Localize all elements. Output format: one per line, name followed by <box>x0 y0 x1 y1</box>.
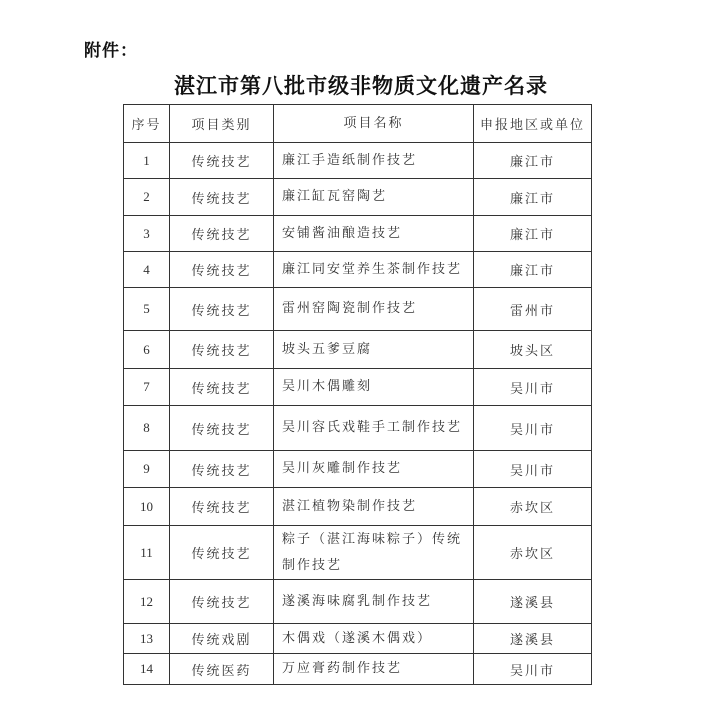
row-region: 遂溪县 <box>474 580 592 624</box>
row-name: 坡头五爹豆腐 <box>274 331 474 369</box>
row-region: 廉江市 <box>474 252 592 288</box>
table-row <box>124 526 592 580</box>
row-category: 传统技艺 <box>170 216 274 252</box>
table-row <box>124 369 592 406</box>
row-name: 粽子（湛江海味粽子）传统制作技艺 <box>274 526 474 580</box>
row-no: 2 <box>124 179 170 216</box>
table-header-row <box>124 105 592 143</box>
row-name: 廉江同安堂养生茶制作技艺 <box>274 252 474 288</box>
row-no: 7 <box>124 369 170 406</box>
row-no: 5 <box>124 288 170 331</box>
row-no: 13 <box>124 624 170 654</box>
row-no: 6 <box>124 331 170 369</box>
row-region: 赤坎区 <box>474 526 592 580</box>
row-no: 8 <box>124 406 170 451</box>
table-row <box>124 143 592 179</box>
row-region: 遂溪县 <box>474 624 592 654</box>
row-no: 4 <box>124 252 170 288</box>
row-no: 14 <box>124 654 170 685</box>
table-row <box>124 406 592 451</box>
header-region: 申报地区或单位 <box>474 105 592 143</box>
document-title: 湛江市第八批市级非物质文化遗产名录 <box>174 74 548 98</box>
row-region: 廉江市 <box>474 179 592 216</box>
row-category: 传统技艺 <box>170 331 274 369</box>
row-category: 传统技艺 <box>170 179 274 216</box>
row-region: 坡头区 <box>474 331 592 369</box>
row-region: 吴川市 <box>474 369 592 406</box>
heritage-list-table <box>123 104 592 685</box>
table-row <box>124 216 592 252</box>
row-category: 传统技艺 <box>170 488 274 526</box>
table-row <box>124 624 592 654</box>
row-no: 1 <box>124 143 170 179</box>
row-region: 吴川市 <box>474 654 592 685</box>
row-category: 传统技艺 <box>170 451 274 488</box>
header-category: 项目类别 <box>170 105 274 143</box>
row-category: 传统戏剧 <box>170 624 274 654</box>
header-name: 项目名称 <box>274 105 474 143</box>
row-region: 赤坎区 <box>474 488 592 526</box>
row-category: 传统技艺 <box>170 580 274 624</box>
row-name: 雷州窑陶瓷制作技艺 <box>274 288 474 331</box>
row-category: 传统技艺 <box>170 252 274 288</box>
table-row <box>124 288 592 331</box>
row-category: 传统技艺 <box>170 406 274 451</box>
row-name: 吴川木偶雕刻 <box>274 369 474 406</box>
row-name: 吴川灰雕制作技艺 <box>274 451 474 488</box>
table-row <box>124 580 592 624</box>
table-row <box>124 451 592 488</box>
table-row <box>124 252 592 288</box>
row-no: 12 <box>124 580 170 624</box>
row-category: 传统技艺 <box>170 288 274 331</box>
table-row <box>124 654 592 685</box>
row-category: 传统技艺 <box>170 526 274 580</box>
attachment-label: 附件： <box>84 41 138 61</box>
row-name: 吴川容氏戏鞋手工制作技艺 <box>274 406 474 451</box>
row-name: 遂溪海味腐乳制作技艺 <box>274 580 474 624</box>
row-category: 传统技艺 <box>170 143 274 179</box>
header-no: 序号 <box>124 105 170 143</box>
row-name: 安铺酱油酿造技艺 <box>274 216 474 252</box>
row-region: 吴川市 <box>474 451 592 488</box>
row-name: 万应膏药制作技艺 <box>274 654 474 685</box>
row-no: 11 <box>124 526 170 580</box>
table-row <box>124 488 592 526</box>
row-name: 湛江植物染制作技艺 <box>274 488 474 526</box>
row-no: 9 <box>124 451 170 488</box>
row-region: 廉江市 <box>474 143 592 179</box>
row-region: 廉江市 <box>474 216 592 252</box>
row-category: 传统医药 <box>170 654 274 685</box>
row-no: 3 <box>124 216 170 252</box>
row-region: 雷州市 <box>474 288 592 331</box>
row-region: 吴川市 <box>474 406 592 451</box>
table-row <box>124 179 592 216</box>
row-name: 木偶戏（遂溪木偶戏） <box>274 624 474 654</box>
table-row <box>124 331 592 369</box>
row-no: 10 <box>124 488 170 526</box>
row-name: 廉江手造纸制作技艺 <box>274 143 474 179</box>
row-category: 传统技艺 <box>170 369 274 406</box>
row-name: 廉江缸瓦窑陶艺 <box>274 179 474 216</box>
